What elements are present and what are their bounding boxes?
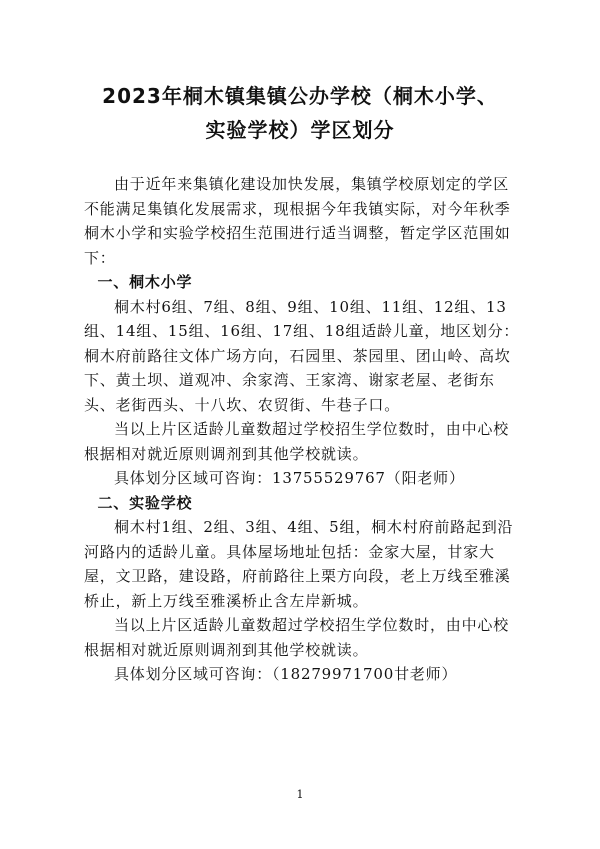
page-number: 1: [296, 788, 304, 801]
section-note-experimental: 当以上片区适龄儿童数超过学校招生学位数时，由中心校根据相对就近原则调剂到其他学校就读。: [84, 616, 510, 659]
section-scope-experimental: 桐木村1组、2组、3组、4组、5组，桐木村府前路起到沿河路内的适龄儿童。具体屋场地址包括：金家大屋，甘家大屋，文卫路，建设路，府前路往上栗方向段，老上万线至雅溪桥止，新上万线至雅溪桥止含左岸新城。: [84, 518, 514, 610]
section-heading-experimental: 二、实验学校: [97, 493, 193, 512]
section-heading-tongmu: 一、桐木小学: [97, 273, 193, 291]
document-title-line-2: 实验学校）学区划分: [205, 118, 395, 142]
section-scope-tongmu: 桐木村6组、7组、8组、9组、10组、11组、12组、13组、14组、15组、16组、17组、18组适龄儿童，地区划分：桐木府前路往文体广场方向，石园里、茶园里、团山岭、高坎下、黄土坝、道观冲、余家湾、王家湾、谢家老屋、老街东头、老街西头、十八坎、农贸街、牛巷子口。: [84, 297, 520, 414]
document-title-line-1: 2023年桐木镇集镇公办学校（桐木小学、: [102, 84, 498, 108]
document-body: [84, 172, 520, 687]
intro-paragraph: 由于近年来集镇化建设加快发展，集镇学校原划定的学区不能满足集镇化发展需求，现根据今年我镇实际，对今年秋季桐木小学和实验学校招生范围进行适当调整，暂定学区范围如下：: [84, 175, 511, 267]
section-contact-experimental: 具体划分区域可咨询：（18279971700甘老师）: [114, 665, 458, 683]
section-note-tongmu: 当以上片区适龄儿童数超过学校招生学位数时，由中心校根据相对就近原则调剂到其他学校就读。: [84, 420, 510, 463]
section-contact-tongmu: 具体划分区域可咨询：13755529767（阳老师）: [114, 469, 465, 487]
